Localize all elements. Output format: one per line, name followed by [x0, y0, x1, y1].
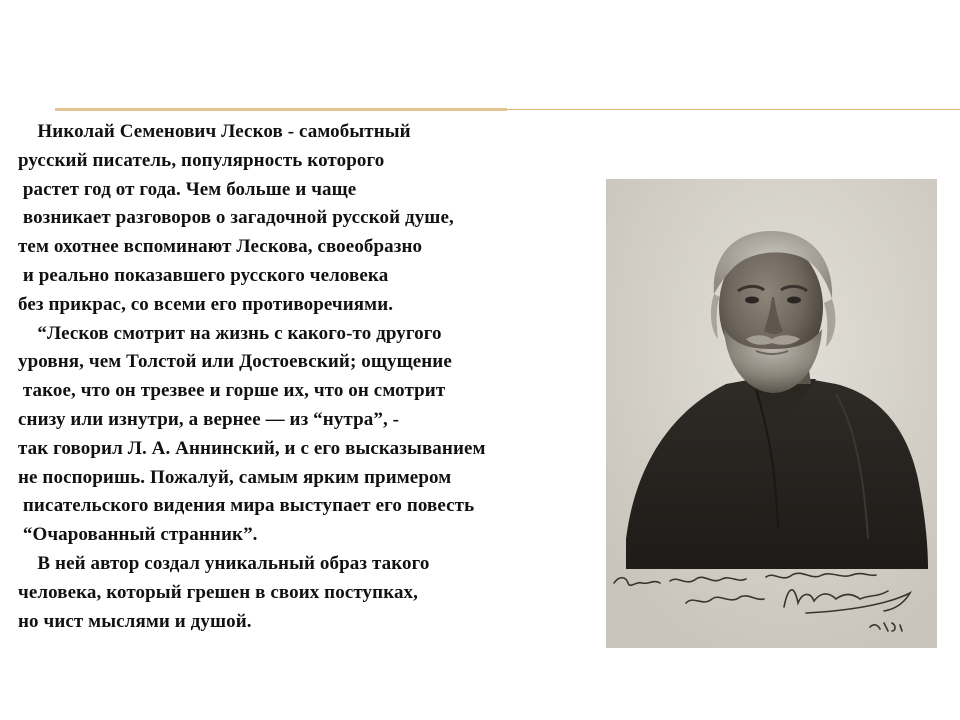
text-line: В ней автор создал уникальный образ такого: [18, 552, 430, 574]
text-line: без прикрас, со всеми его противоречиями.: [18, 293, 394, 315]
text-line: “Лесков смотрит на жизнь с какого-то другого: [18, 322, 442, 344]
text-line: снизу или изнутри, а вернее — из “нутра”, -: [18, 408, 400, 430]
text-line: русский писатель, популярность которого: [18, 149, 385, 171]
text-line: и реально показавшего русского человека: [18, 264, 389, 286]
text-line: не поспоришь. Пожалуй, самым ярким примером: [18, 466, 452, 488]
text-line: растет год от года. Чем больше и чаще: [18, 178, 357, 200]
text-line: возникает разговоров о загадочной русской душе,: [18, 207, 454, 229]
text-line: писательского видения мира выступает его повесть: [18, 495, 475, 517]
body-text: [18, 118, 608, 636]
text-line: такое, что он трезвее и горше их, что он смотрит: [18, 380, 446, 402]
text-line: Николай Семенович Лесков - самобытный: [18, 121, 411, 142]
text-line: так говорил Л. А. Аннинский, и с его высказыванием: [18, 437, 486, 459]
portrait-illustration: [606, 179, 937, 648]
text-line: но чист мыслями и душой.: [18, 610, 252, 632]
text-line: человека, который грешен в своих поступках,: [18, 581, 419, 603]
text-line: тем охотнее вспоминают Лескова, своеобразно: [18, 236, 423, 258]
text-line: уровня, чем Толстой или Достоевский; ощущение: [18, 351, 452, 373]
text-line: “Очарованный странник”.: [18, 524, 258, 546]
portrait-photo: [606, 179, 937, 648]
header-rule-accent: [55, 108, 507, 111]
